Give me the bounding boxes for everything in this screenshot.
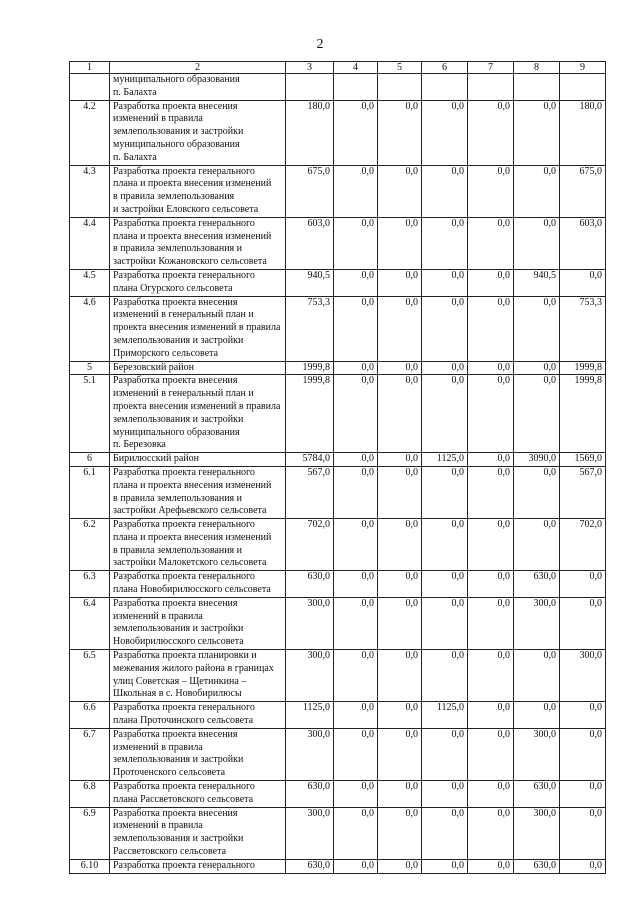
value-cell-col-9: 0,0 bbox=[560, 571, 606, 598]
row-number bbox=[70, 74, 110, 101]
value-cell-col-7: 0,0 bbox=[468, 453, 514, 467]
value-cell-col-9: 0,0 bbox=[560, 859, 606, 873]
row-description bbox=[110, 781, 286, 808]
table-row bbox=[70, 519, 606, 571]
value-cell-col-7: 0,0 bbox=[468, 571, 514, 598]
description-line: в правила землепользования и bbox=[113, 492, 243, 504]
value-cell-col-8: 0,0 bbox=[514, 702, 560, 729]
value-cell-col-7: 0,0 bbox=[468, 361, 514, 375]
column-header: 6 bbox=[422, 62, 468, 74]
description-line: плана и проекта внесения изменений bbox=[113, 479, 272, 491]
description-line: Разработка проекта внесения bbox=[113, 728, 238, 740]
value-cell-col-4: 0,0 bbox=[334, 859, 378, 873]
row-number: 6.1 bbox=[70, 466, 110, 518]
value-cell-col-7: 0,0 bbox=[468, 597, 514, 649]
value-cell-col-6: 0,0 bbox=[422, 571, 468, 598]
description-line: п. Балахта bbox=[113, 86, 157, 98]
row-description bbox=[110, 597, 286, 649]
value-cell-col-3: 630,0 bbox=[286, 859, 334, 873]
value-cell-col-8: 3090,0 bbox=[514, 453, 560, 467]
data-table bbox=[69, 61, 606, 874]
description-line: Березовский район bbox=[113, 361, 194, 373]
table-row bbox=[70, 807, 606, 859]
description-line: в правила землепользования и bbox=[113, 544, 243, 556]
description-line: Приморского сельсовета bbox=[113, 347, 219, 359]
description-line: Разработка проекта генерального bbox=[113, 571, 255, 583]
value-cell-col-8: 0,0 bbox=[514, 100, 560, 165]
description-line: Новобирилюсского сельсовета bbox=[113, 636, 244, 648]
value-cell-col-8: 630,0 bbox=[514, 781, 560, 808]
value-cell-col-8: 300,0 bbox=[514, 597, 560, 649]
table-row bbox=[70, 466, 606, 518]
column-header: 8 bbox=[514, 62, 560, 74]
value-cell-col-8: 940,5 bbox=[514, 269, 560, 296]
description-line: Разработка проекта внесения bbox=[113, 296, 238, 308]
description-line: Школьная в с. Новобирилюсы bbox=[113, 688, 242, 700]
description-line: Разработка проекта внесения bbox=[113, 375, 238, 387]
column-header: 4 bbox=[334, 62, 378, 74]
value-cell-col-5: 0,0 bbox=[378, 269, 422, 296]
value-cell-col-5: 0,0 bbox=[378, 728, 422, 780]
row-number: 4.6 bbox=[70, 296, 110, 361]
description-line: землепользования и застройки bbox=[113, 413, 244, 425]
row-description bbox=[110, 650, 286, 702]
value-cell-col-4: 0,0 bbox=[334, 728, 378, 780]
description-line: застройки Кожановского сельсовета bbox=[113, 256, 267, 268]
table-row bbox=[70, 453, 606, 467]
row-description bbox=[110, 165, 286, 217]
description-line: улиц Советская – Щетинкина – bbox=[113, 675, 247, 687]
value-cell-col-9: 0,0 bbox=[560, 781, 606, 808]
value-cell-col-6: 0,0 bbox=[422, 375, 468, 453]
row-number: 6.4 bbox=[70, 597, 110, 649]
description-line: муниципального образования bbox=[113, 74, 240, 85]
description-line: землепользования и застройки bbox=[113, 623, 244, 635]
description-line: плана Огурского сельсовета bbox=[113, 282, 233, 294]
value-cell-col-5: 0,0 bbox=[378, 361, 422, 375]
table-row bbox=[70, 165, 606, 217]
value-cell-col-4: 0,0 bbox=[334, 165, 378, 217]
row-number: 5 bbox=[70, 361, 110, 375]
value-cell-col-3: 630,0 bbox=[286, 781, 334, 808]
value-cell-col-9: 603,0 bbox=[560, 217, 606, 269]
row-number: 4.4 bbox=[70, 217, 110, 269]
column-header: 2 bbox=[110, 62, 286, 74]
table-row bbox=[70, 361, 606, 375]
value-cell-col-4: 0,0 bbox=[334, 650, 378, 702]
value-cell-col-6: 0,0 bbox=[422, 269, 468, 296]
value-cell-col-3: 702,0 bbox=[286, 519, 334, 571]
table-row bbox=[70, 859, 606, 873]
column-header-row bbox=[70, 62, 606, 74]
description-line: плана Проточинского сельсовета bbox=[113, 715, 254, 727]
value-cell-col-3: 630,0 bbox=[286, 571, 334, 598]
value-cell-col-7: 0,0 bbox=[468, 519, 514, 571]
table-row bbox=[70, 74, 606, 101]
row-description bbox=[110, 571, 286, 598]
row-number: 6.7 bbox=[70, 728, 110, 780]
value-cell-col-5: 0,0 bbox=[378, 807, 422, 859]
value-cell-col-3: 300,0 bbox=[286, 728, 334, 780]
value-cell-col-3: 603,0 bbox=[286, 217, 334, 269]
description-line: Рассветовского сельсовета bbox=[113, 846, 227, 858]
value-cell-col-8: 0,0 bbox=[514, 466, 560, 518]
value-cell-col-4: 0,0 bbox=[334, 453, 378, 467]
value-cell-col-7: 0,0 bbox=[468, 217, 514, 269]
description-line: и застройки Еловского сельсовета bbox=[113, 203, 259, 215]
value-cell-col-8: 0,0 bbox=[514, 650, 560, 702]
value-cell-col-9: 180,0 bbox=[560, 100, 606, 165]
value-cell-col-4 bbox=[334, 74, 378, 101]
description-line: изменений в генеральный план и bbox=[113, 388, 254, 400]
description-line: муниципального образования bbox=[113, 426, 240, 438]
value-cell-col-9: 753,3 bbox=[560, 296, 606, 361]
description-line: плана и проекта внесения изменений bbox=[113, 531, 272, 543]
value-cell-col-6: 0,0 bbox=[422, 859, 468, 873]
value-cell-col-6: 0,0 bbox=[422, 217, 468, 269]
value-cell-col-3: 1999,8 bbox=[286, 375, 334, 453]
value-cell-col-3: 567,0 bbox=[286, 466, 334, 518]
description-line: Разработка проекта генерального bbox=[113, 781, 255, 793]
table-row bbox=[70, 781, 606, 808]
value-cell-col-4: 0,0 bbox=[334, 296, 378, 361]
value-cell-col-7: 0,0 bbox=[468, 269, 514, 296]
value-cell-col-3: 940,5 bbox=[286, 269, 334, 296]
value-cell-col-5: 0,0 bbox=[378, 217, 422, 269]
table-row bbox=[70, 597, 606, 649]
table-row bbox=[70, 650, 606, 702]
column-header: 5 bbox=[378, 62, 422, 74]
value-cell-col-7: 0,0 bbox=[468, 728, 514, 780]
row-description bbox=[110, 453, 286, 467]
value-cell-col-6: 0,0 bbox=[422, 296, 468, 361]
row-description bbox=[110, 74, 286, 101]
row-number: 6.5 bbox=[70, 650, 110, 702]
table-row bbox=[70, 728, 606, 780]
description-line: проекта внесения изменений в правила bbox=[113, 400, 281, 412]
value-cell-col-9: 0,0 bbox=[560, 728, 606, 780]
row-description bbox=[110, 269, 286, 296]
value-cell-col-7 bbox=[468, 74, 514, 101]
row-number: 6.10 bbox=[70, 859, 110, 873]
value-cell-col-3: 300,0 bbox=[286, 807, 334, 859]
value-cell-col-6: 0,0 bbox=[422, 519, 468, 571]
row-description bbox=[110, 728, 286, 780]
value-cell-col-6: 0,0 bbox=[422, 650, 468, 702]
row-number: 5.1 bbox=[70, 375, 110, 453]
description-line: Разработка проекта генерального bbox=[113, 519, 255, 531]
value-cell-col-5: 0,0 bbox=[378, 453, 422, 467]
value-cell-col-7: 0,0 bbox=[468, 296, 514, 361]
value-cell-col-6: 0,0 bbox=[422, 597, 468, 649]
value-cell-col-4: 0,0 bbox=[334, 807, 378, 859]
description-line: Разработка проекта внесения bbox=[113, 100, 238, 112]
column-header: 9 bbox=[560, 62, 606, 74]
value-cell-col-6: 0,0 bbox=[422, 807, 468, 859]
value-cell-col-9: 0,0 bbox=[560, 702, 606, 729]
row-number: 6.2 bbox=[70, 519, 110, 571]
description-line: Бирилюсский район bbox=[113, 453, 199, 465]
value-cell-col-5: 0,0 bbox=[378, 466, 422, 518]
value-cell-col-9: 702,0 bbox=[560, 519, 606, 571]
value-cell-col-5: 0,0 bbox=[378, 650, 422, 702]
description-line: изменений в правила bbox=[113, 113, 203, 125]
value-cell-col-9: 567,0 bbox=[560, 466, 606, 518]
value-cell-col-8: 0,0 bbox=[514, 519, 560, 571]
table-row bbox=[70, 375, 606, 453]
table-row bbox=[70, 296, 606, 361]
value-cell-col-5 bbox=[378, 74, 422, 101]
description-line: Разработка проекта генерального bbox=[113, 165, 255, 177]
value-cell-col-4: 0,0 bbox=[334, 375, 378, 453]
value-cell-col-5: 0,0 bbox=[378, 597, 422, 649]
value-cell-col-3: 180,0 bbox=[286, 100, 334, 165]
value-cell-col-9: 0,0 bbox=[560, 269, 606, 296]
value-cell-col-3: 675,0 bbox=[286, 165, 334, 217]
description-line: в правила землепользования bbox=[113, 191, 235, 203]
value-cell-col-6: 1125,0 bbox=[422, 453, 468, 467]
row-number: 6.8 bbox=[70, 781, 110, 808]
table-body bbox=[70, 74, 606, 874]
value-cell-col-8: 300,0 bbox=[514, 728, 560, 780]
description-line: межевания жилого района в границах bbox=[113, 662, 274, 674]
value-cell-col-9 bbox=[560, 74, 606, 101]
value-cell-col-4: 0,0 bbox=[334, 519, 378, 571]
value-cell-col-4: 0,0 bbox=[334, 100, 378, 165]
value-cell-col-5: 0,0 bbox=[378, 519, 422, 571]
page-number: 2 bbox=[316, 37, 324, 52]
description-line: Разработка проекта генерального bbox=[113, 269, 255, 281]
description-line: п. Березовка bbox=[113, 439, 166, 451]
value-cell-col-8: 0,0 bbox=[514, 217, 560, 269]
row-description bbox=[110, 466, 286, 518]
description-line: застройки Арефьевского сельсовета bbox=[113, 505, 267, 517]
description-line: плана и проекта внесения изменений bbox=[113, 230, 272, 242]
description-line: проекта внесения изменений в правила bbox=[113, 322, 281, 334]
description-line: изменений в правила bbox=[113, 610, 203, 622]
value-cell-col-9: 675,0 bbox=[560, 165, 606, 217]
value-cell-col-9: 1569,0 bbox=[560, 453, 606, 467]
value-cell-col-5: 0,0 bbox=[378, 859, 422, 873]
value-cell-col-7: 0,0 bbox=[468, 650, 514, 702]
value-cell-col-9: 1999,8 bbox=[560, 375, 606, 453]
value-cell-col-8: 630,0 bbox=[514, 571, 560, 598]
table-row bbox=[70, 702, 606, 729]
value-cell-col-5: 0,0 bbox=[378, 781, 422, 808]
value-cell-col-6: 0,0 bbox=[422, 728, 468, 780]
description-line: в правила землепользования и bbox=[113, 243, 243, 255]
row-number: 6.6 bbox=[70, 702, 110, 729]
description-line: плана Рассветовского сельсовета bbox=[113, 793, 254, 805]
description-line: землепользования и застройки bbox=[113, 334, 244, 346]
value-cell-col-8: 0,0 bbox=[514, 296, 560, 361]
column-header: 3 bbox=[286, 62, 334, 74]
value-cell-col-7: 0,0 bbox=[468, 807, 514, 859]
row-number: 6.3 bbox=[70, 571, 110, 598]
value-cell-col-5: 0,0 bbox=[378, 165, 422, 217]
description-line: землепользования и застройки bbox=[113, 126, 244, 138]
value-cell-col-8 bbox=[514, 74, 560, 101]
value-cell-col-7: 0,0 bbox=[468, 781, 514, 808]
value-cell-col-4: 0,0 bbox=[334, 597, 378, 649]
table-row bbox=[70, 269, 606, 296]
value-cell-col-9: 0,0 bbox=[560, 807, 606, 859]
description-line: Разработка проекта генерального bbox=[113, 859, 255, 871]
description-line: Проточенского сельсовета bbox=[113, 767, 226, 779]
value-cell-col-3: 1125,0 bbox=[286, 702, 334, 729]
value-cell-col-7: 0,0 bbox=[468, 702, 514, 729]
value-cell-col-4: 0,0 bbox=[334, 702, 378, 729]
row-number: 6 bbox=[70, 453, 110, 467]
value-cell-col-3: 753,3 bbox=[286, 296, 334, 361]
value-cell-col-9: 1999,8 bbox=[560, 361, 606, 375]
value-cell-col-7: 0,0 bbox=[468, 859, 514, 873]
description-line: плана и проекта внесения изменений bbox=[113, 178, 272, 190]
row-description bbox=[110, 361, 286, 375]
value-cell-col-6: 0,0 bbox=[422, 100, 468, 165]
description-line: землепользования и застройки bbox=[113, 754, 244, 766]
row-number: 4.3 bbox=[70, 165, 110, 217]
value-cell-col-3: 300,0 bbox=[286, 650, 334, 702]
value-cell-col-5: 0,0 bbox=[378, 571, 422, 598]
row-description bbox=[110, 375, 286, 453]
value-cell-col-7: 0,0 bbox=[468, 375, 514, 453]
value-cell-col-6: 0,0 bbox=[422, 361, 468, 375]
value-cell-col-3: 300,0 bbox=[286, 597, 334, 649]
value-cell-col-4: 0,0 bbox=[334, 466, 378, 518]
value-cell-col-5: 0,0 bbox=[378, 100, 422, 165]
value-cell-col-4: 0,0 bbox=[334, 269, 378, 296]
row-number: 6.9 bbox=[70, 807, 110, 859]
value-cell-col-4: 0,0 bbox=[334, 217, 378, 269]
description-line: изменений в правила bbox=[113, 820, 203, 832]
value-cell-col-8: 0,0 bbox=[514, 375, 560, 453]
column-header: 7 bbox=[468, 62, 514, 74]
row-description bbox=[110, 702, 286, 729]
value-cell-col-3: 1999,8 bbox=[286, 361, 334, 375]
description-line: Разработка проекта внесения bbox=[113, 807, 238, 819]
value-cell-col-6: 0,0 bbox=[422, 165, 468, 217]
row-number: 4.5 bbox=[70, 269, 110, 296]
column-header: 1 bbox=[70, 62, 110, 74]
value-cell-col-6: 0,0 bbox=[422, 466, 468, 518]
description-line: Разработка проекта генерального bbox=[113, 702, 255, 714]
description-line: застройки Малокетского сельсовета bbox=[113, 557, 267, 569]
value-cell-col-8: 0,0 bbox=[514, 165, 560, 217]
row-description bbox=[110, 807, 286, 859]
table-row bbox=[70, 217, 606, 269]
description-line: Разработка проекта генерального bbox=[113, 217, 255, 229]
value-cell-col-6 bbox=[422, 74, 468, 101]
description-line: муниципального образования bbox=[113, 138, 240, 150]
value-cell-col-5: 0,0 bbox=[378, 702, 422, 729]
description-line: изменений в генеральный план и bbox=[113, 309, 254, 321]
value-cell-col-3 bbox=[286, 74, 334, 101]
value-cell-col-7: 0,0 bbox=[468, 100, 514, 165]
row-description bbox=[110, 100, 286, 165]
table-row bbox=[70, 571, 606, 598]
value-cell-col-5: 0,0 bbox=[378, 375, 422, 453]
value-cell-col-4: 0,0 bbox=[334, 361, 378, 375]
value-cell-col-6: 0,0 bbox=[422, 781, 468, 808]
row-description bbox=[110, 217, 286, 269]
value-cell-col-8: 0,0 bbox=[514, 361, 560, 375]
row-description bbox=[110, 296, 286, 361]
value-cell-col-5: 0,0 bbox=[378, 296, 422, 361]
value-cell-col-9: 300,0 bbox=[560, 650, 606, 702]
description-line: плана Новобирилюсского сельсовета bbox=[113, 584, 271, 596]
value-cell-col-8: 630,0 bbox=[514, 859, 560, 873]
value-cell-col-6: 1125,0 bbox=[422, 702, 468, 729]
row-number: 4.2 bbox=[70, 100, 110, 165]
description-line: изменений в правила bbox=[113, 741, 203, 753]
value-cell-col-4: 0,0 bbox=[334, 781, 378, 808]
value-cell-col-7: 0,0 bbox=[468, 165, 514, 217]
value-cell-col-8: 300,0 bbox=[514, 807, 560, 859]
description-line: Разработка проекта внесения bbox=[113, 597, 238, 609]
description-line: п. Балахта bbox=[113, 151, 157, 163]
value-cell-col-4: 0,0 bbox=[334, 571, 378, 598]
description-line: Разработка проекта генерального bbox=[113, 466, 255, 478]
description-line: Разработка проекта планировки и bbox=[113, 650, 257, 662]
row-description bbox=[110, 859, 286, 873]
value-cell-col-7: 0,0 bbox=[468, 466, 514, 518]
description-line: землепользования и застройки bbox=[113, 833, 244, 845]
table-row bbox=[70, 100, 606, 165]
value-cell-col-9: 0,0 bbox=[560, 597, 606, 649]
value-cell-col-3: 5784,0 bbox=[286, 453, 334, 467]
row-description bbox=[110, 519, 286, 571]
